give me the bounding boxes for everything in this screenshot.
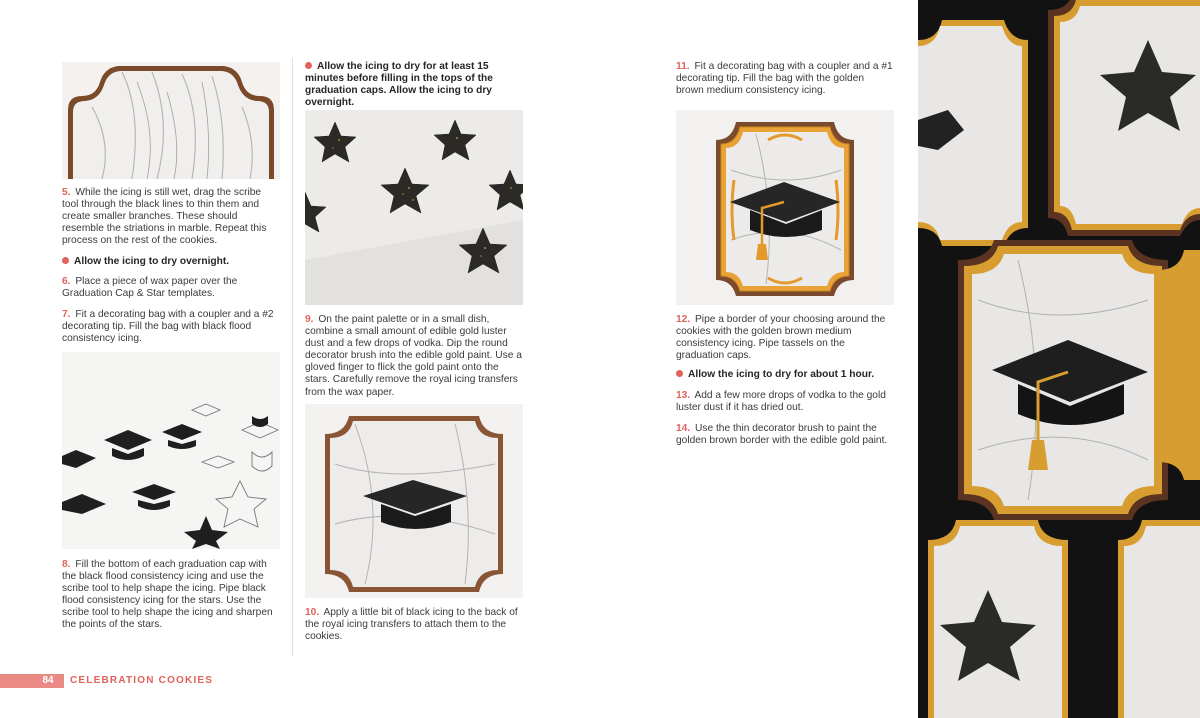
step-number: 5. bbox=[62, 187, 71, 198]
bullet-dot-icon bbox=[305, 62, 312, 69]
step-number: 13. bbox=[676, 390, 691, 401]
step-14 bbox=[676, 423, 894, 447]
step-number: 12. bbox=[676, 314, 691, 325]
step-number: 9. bbox=[305, 314, 314, 325]
step-number: 14. bbox=[676, 423, 691, 434]
step-text: Fit a decorating bag with a coupler and a #1 decorating tip. Fill the bag with the golden brown medium consistency icing. bbox=[676, 61, 893, 97]
note-dry-overnight: Allow the icing to dry overnight. bbox=[62, 256, 280, 268]
step-number: 11. bbox=[676, 61, 690, 72]
note-dry-1-hour: Allow the icing to dry for about 1 hour. bbox=[676, 369, 894, 381]
running-footer-title: CELEBRATION COOKIES bbox=[70, 675, 214, 686]
column-divider bbox=[292, 58, 293, 656]
step-11 bbox=[676, 61, 894, 97]
step-12 bbox=[676, 314, 894, 362]
bullet-dot-icon bbox=[62, 257, 69, 264]
step-text: Use the thin decorator brush to paint the golden brown border with the edible gold paint. bbox=[676, 423, 888, 447]
photo-gold-border-cookie bbox=[676, 110, 894, 305]
step-text: Add a few more drops of vodka to the gold luster dust if it has dried out. bbox=[676, 390, 886, 414]
page-number: 84 bbox=[32, 674, 64, 688]
step-text: Fit a decorating bag with a coupler and a #2 decorating tip. Fill the bag with black flood consistency icing. bbox=[62, 309, 274, 345]
step-text: Place a piece of wax paper over the Graduation Cap & Star templates. bbox=[62, 276, 238, 300]
step-7 bbox=[62, 309, 280, 345]
step-text: Apply a little bit of black icing to the back of the royal icing transfers to attach them to the cookies. bbox=[305, 607, 518, 643]
photo-finished-cookies bbox=[918, 0, 1200, 718]
step-text: While the icing is still wet, drag the scribe tool through the black lines to thin them and create smaller branches. These should resemble the striations in marble. Repeat this process on the rest of the cookies. bbox=[62, 187, 267, 247]
photo-gold-stars bbox=[305, 110, 523, 305]
step-number: 8. bbox=[62, 559, 71, 570]
step-5 bbox=[62, 187, 280, 247]
bullet-dot-icon bbox=[676, 370, 683, 377]
photo-cap-cookie bbox=[305, 404, 523, 598]
step-text: Fill the bottom of each graduation cap with the black flood consistency icing and use the scribe tool to help shape the icing. Pipe black flood consistency icing for the stars. Use the scribe tool to help shape the icing and sharpen the points of the stars. bbox=[62, 559, 273, 631]
step-text: Pipe a border of your choosing around the cookies with the golden brown medium consistency icing. Pipe tassels on the graduation caps. bbox=[676, 314, 886, 362]
step-9 bbox=[305, 314, 523, 399]
photo-marbled-cookie bbox=[62, 62, 280, 179]
step-6 bbox=[62, 276, 280, 300]
step-number: 7. bbox=[62, 309, 71, 320]
footer-accent-bar bbox=[0, 674, 32, 688]
step-13 bbox=[676, 390, 894, 414]
step-number: 10. bbox=[305, 607, 320, 618]
step-text: On the paint palette or in a small dish, combine a small amount of edible gold luster dust and a few drops of vodka. Dip the round decorator brush into the edible gold paint. Use a gloved finger to flick the gold paint onto the stars. Carefully remove the royal icing transfers from the wax paper. bbox=[305, 314, 522, 398]
note-dry-15-minutes: Allow the icing to dry for at least 15 minutes before filling in the tops of the graduation caps. Allow the icing to dry overnight. bbox=[305, 61, 493, 109]
photo-wax-paper-templates bbox=[62, 352, 280, 549]
step-number: 6. bbox=[62, 276, 71, 287]
step-8 bbox=[62, 559, 280, 632]
step-10 bbox=[305, 607, 523, 643]
